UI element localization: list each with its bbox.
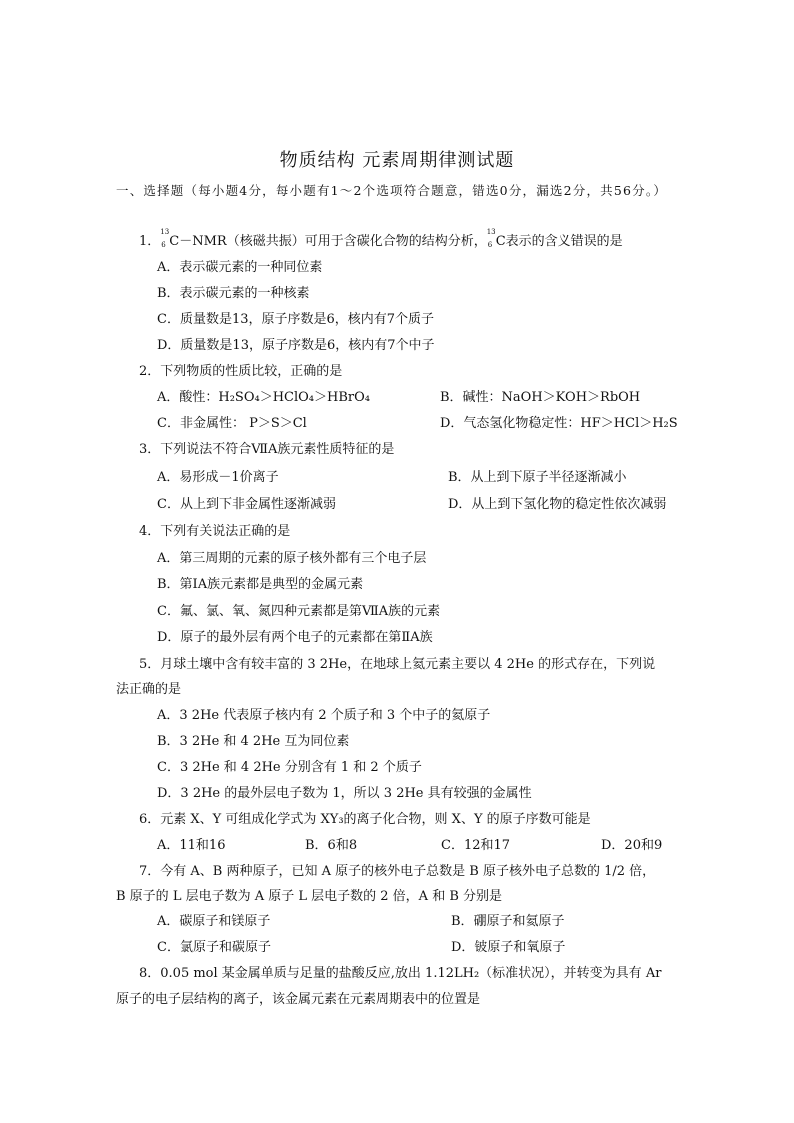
question-7-option-b: B．硼原子和氦原子 [451, 914, 565, 929]
page-title: 物质结构 元素周期律测试题 [279, 150, 515, 171]
question-1-number: 1． [139, 234, 161, 249]
question-1-text-b: C表示的含义错误的是 [495, 234, 623, 249]
question-3-option-a: A．易形成－1价离子 [157, 470, 279, 485]
question-8-continuation: 原子的电子层结构的离子，该金属元素在元素周期表中的位置是 [116, 992, 481, 1007]
question-2-option-c: C．非金属性： P＞S＞Cl [157, 416, 307, 431]
question-2-option-b: B．碱性：NaOH＞KOH＞RbOH [440, 390, 641, 405]
question-5-continuation: 法正确的是 [116, 682, 182, 697]
question-5-stem: 5．月球土壤中含有较丰富的 3 2He，在地球上氦元素主要以 4 2He 的形式存在，下列说 [139, 657, 656, 672]
question-2-option-d: D．气态氢化物稳定性：HF＞HCl＞H₂S [440, 416, 678, 431]
question-4-stem: 4．下列有关说法正确的是 [139, 524, 291, 539]
carbon-13-nuclide-symbol: 13 6 [160, 228, 170, 249]
question-5-option-a: A．3 2He 代表原子核内有 2 个质子和 3 个中子的氦原子 [157, 708, 491, 723]
question-1-option-d: D．质量数是13，原子序数是6，核内有7个中子 [157, 338, 435, 353]
question-6-option-a: A．11和16 [157, 838, 226, 853]
question-5-option-d: D．3 2He 的最外层电子数为 1，所以 3 2He 具有较强的金属性 [157, 786, 532, 801]
question-6-option-c: C．12和17 [441, 838, 511, 853]
question-6-option-b: B．6和8 [305, 838, 358, 853]
question-3-option-b: B．从上到下原子半径逐渐减小 [448, 470, 627, 485]
question-7-continuation: B 原子的 L 层电子数为 A 原子 L 层电子数的 2 倍，A 和 B 分别是 [116, 889, 503, 904]
question-7-stem: 7．今有 A、B 两种原子，已知 A 原子的核外电子总数是 B 原子核外电子总数的 1/2 倍， [139, 864, 656, 879]
question-6-stem: 6．元素 X、Y 可组成化学式为 XY₃的离子化合物，则 X、Y 的原子序数可能是 [139, 812, 591, 827]
question-1-text-a: C－NMR（核磁共振）可用于含碳化合物的结构分析， [169, 234, 487, 249]
question-1-option-a: A．表示碳元素的一种同位素 [157, 260, 323, 275]
question-4-option-d: D．原子的最外层有两个电子的元素都在第ⅡA族 [157, 630, 433, 645]
question-5-option-c: C．3 2He 和 4 2He 分别含有 1 和 2 个质子 [157, 760, 422, 775]
question-3-option-c: C．从上到下非金属性逐渐减弱 [157, 497, 336, 512]
question-7-option-a: A．碳原子和镁原子 [157, 914, 271, 929]
question-3-option-d: D．从上到下氢化物的稳定性依次减弱 [448, 497, 667, 512]
question-1-option-c: C．质量数是13，原子序数是6，核内有7个质子 [157, 312, 435, 327]
question-7-option-c: C．氯原子和碳原子 [157, 940, 271, 955]
question-5-option-b: B．3 2He 和 4 2He 互为同位素 [157, 734, 350, 749]
question-2-stem: 2．下列物质的性质比较，正确的是 [139, 364, 343, 379]
question-4-option-b: B．第ⅠA族元素都是典型的金属元素 [157, 577, 364, 592]
section-heading: 一、选择题（每小题4分，每小题有1～2个选项符合题意，错选0分，漏选2分，共56分。） [116, 183, 668, 198]
carbon-13-nuclide-symbol: 13 6 [486, 228, 496, 249]
question-1-stem [139, 229, 623, 255]
question-4-option-c: C．氟、氯、氧、氮四种元素都是第ⅦA族的元素 [157, 604, 441, 619]
question-6-option-d: D．20和9 [601, 838, 663, 853]
question-4-option-a: A．第三周期的元素的原子核外都有三个电子层 [157, 551, 427, 566]
question-1-option-b: B．表示碳元素的一种核素 [157, 286, 310, 301]
question-7-option-d: D．铍原子和氧原子 [451, 940, 566, 955]
question-8-stem: 8．0.05 mol 某金属单质与足量的盐酸反应,放出 1.12LH₂（标准状况），并转变为具有 Ar [139, 966, 662, 981]
question-3-stem: 3．下列说法不符合ⅦA族元素性质特征的是 [139, 442, 395, 457]
question-2-option-a: A．酸性：H₂SO₄＞HClO₄＞HBrO₄ [157, 390, 370, 405]
